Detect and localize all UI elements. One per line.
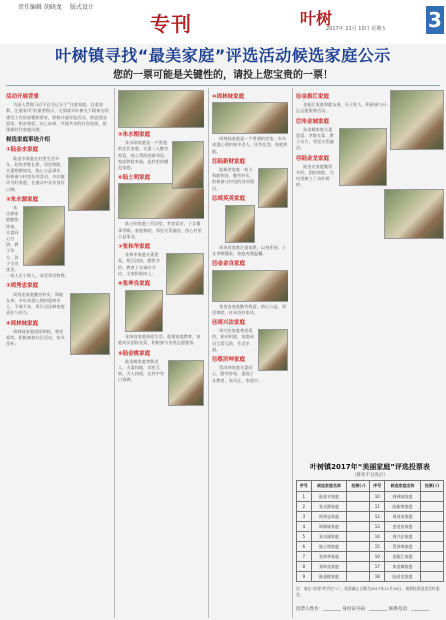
vote-note: 注：请在“投票”栏内打“√”，投票截止日期为2017年11月16日，请将投票表送至村委会。: [296, 586, 440, 597]
family-title: ⑨陆金桃家庭: [118, 350, 151, 357]
table-cell: 17: [370, 562, 385, 572]
vote-checkbox-cell[interactable]: [420, 552, 443, 562]
vote-checkbox-cell[interactable]: [420, 532, 443, 542]
table-cell: 金金良家庭: [385, 522, 421, 532]
table-cell: 8: [297, 562, 312, 572]
column-header: 序号: [370, 481, 385, 492]
table-cell: 朱金城家庭: [385, 562, 421, 572]
column-divider: [208, 88, 209, 618]
vote-table-subtitle: （排名不分先后）: [352, 473, 388, 478]
family-text: 朱水源家庭勤俭持家，夫妻同心打拼，教子有方，孩子学业优异，一家人乐于助人，深受邻里称赞。: [6, 205, 69, 279]
family-photo: [23, 206, 65, 266]
family-photo: [212, 102, 288, 134]
family-text: 周林妹家庭团结和睦，尊老爱幼，积极参加社区活动，家风淳朴。: [6, 328, 65, 347]
issue-date: 2017年 11月 10日 星期五: [326, 26, 387, 32]
table-cell: 陆金龙家庭: [385, 572, 421, 582]
family-photo: [166, 253, 204, 295]
table-cell: 11: [370, 502, 385, 512]
page-header: [0, 0, 446, 44]
family-title: ①陆金水家庭: [6, 147, 39, 154]
vote-table-title: 叶树镇2017年“美丽家庭”评选投票表: [310, 463, 430, 471]
family-text: 蔡济坤家庭夫妻同心，勤劳持家，重视子女教育，家风正、家道兴。: [212, 365, 263, 383]
family-photo: [168, 360, 204, 406]
family-title: ④周林妹家庭: [6, 320, 39, 327]
table-cell: 陆土明家庭: [311, 542, 347, 552]
family-text: 周林妹家庭是一户普通的农家，多年来悉心照料家中老人，任劳任怨，家庭和睦。: [212, 136, 288, 154]
table-cell: 周兴法家庭: [385, 532, 421, 542]
family-photo: [125, 290, 163, 332]
table-cell: 朱水源家庭: [311, 502, 347, 512]
vote-checkbox-cell[interactable]: [347, 502, 370, 512]
table-cell: 18: [370, 572, 385, 582]
family-photo: [68, 157, 110, 211]
family-photo: [339, 128, 387, 186]
intro-text: 为深入贯彻习近平总书记关于“注重家庭、注重家教、注重家风”的重要指示，全面落实叶树关于精神文明建设工作的部署和要求，积极开展评选活动，营造爱国爱家、相亲相爱、向上向善、共建共享的社会氛围，展现新时代家庭风貌。: [6, 102, 109, 133]
table-row: [297, 512, 444, 522]
vote-checkbox-cell[interactable]: [420, 542, 443, 552]
vote-checkbox-cell[interactable]: [347, 512, 370, 522]
family-text: 朱金城家庭夫妻恩爱，孝敬长辈，教子有方，邻里关系融洽。: [296, 126, 334, 151]
page-number: 3: [426, 6, 444, 34]
column-divider: [292, 88, 293, 618]
section-name: 责任编辑 胡晓龙: [18, 4, 62, 11]
table-cell: 4: [297, 522, 312, 532]
family-title: ⑫周英英家庭: [212, 195, 246, 202]
column-header: 候选家庭名称: [311, 481, 347, 492]
family-photo: [258, 329, 288, 371]
article-column-1: [6, 90, 110, 616]
table-row: [297, 542, 444, 552]
family-text: 陆金龙家庭勤俭节约，团结和睦，为村里树立了良好榜样。: [296, 163, 334, 188]
family-title: ②朱水源家庭: [6, 196, 39, 203]
table-row: [297, 492, 444, 502]
editor-line: 版式设计: [70, 4, 95, 11]
family-title: ⑰朱金城家庭: [296, 118, 330, 125]
table-header-row: [297, 481, 444, 492]
vote-checkbox-cell[interactable]: [420, 572, 443, 582]
voter-sign-line: 投票人姓名：________ 身份证号码：________ 联系电话：________: [296, 607, 430, 612]
vote-checkbox-cell[interactable]: [420, 562, 443, 572]
family-photo: [225, 205, 255, 243]
article-column-2: [118, 90, 204, 616]
table-cell: 13: [370, 522, 385, 532]
table-cell: 陆金水家庭: [311, 492, 347, 502]
family-text: 张和华家庭夫妻恩爱，相互扶持，勤俭节约，教育子女诚实守信，全家积极向上。: [118, 252, 160, 276]
table-cell: 周英英家庭: [385, 512, 421, 522]
table-cell: 朱水刚家庭: [311, 532, 347, 542]
family-photo: [118, 90, 204, 128]
table-cell: 16: [370, 552, 385, 562]
column-header: 投票(√): [347, 481, 370, 492]
table-row: [297, 532, 444, 542]
table-cell: 周林妹家庭: [311, 522, 347, 532]
family-text: 周秀忠家庭勤劳朴实，和睦友善，多年来悉心照料患病亲人，不离不弃，用行动诠释家庭责任与担当。: [6, 291, 65, 316]
special-title: 专刊: [150, 12, 192, 36]
column-header: 候选家庭名称: [385, 481, 421, 492]
family-text: 陆金桃家庭孝敬老人，夫妻和睦，邻里互助，为人热情，在村中有口皆碑。: [118, 358, 165, 383]
family-text: 金振江家庭和睦友善，乐于助人，积极参与社区志愿服务活动。: [296, 102, 387, 114]
family-title: ⑤朱水刚家庭: [118, 132, 151, 138]
vote-checkbox-cell[interactable]: [420, 502, 443, 512]
masthead: 叶树: [300, 9, 333, 28]
family-text: 金金良家庭勤劳致富，热心公益，邻里和睦，传承良好家风。: [212, 303, 287, 315]
table-cell: 陆金桃家庭: [311, 572, 347, 582]
vote-checkbox-cell[interactable]: [347, 522, 370, 532]
family-text: 陆新财家庭一家人和睦相处，勤劳朴实，积极参与村里的各项建设。: [212, 167, 254, 191]
table-cell: 张和华家庭: [311, 552, 347, 562]
column-header: 序号: [297, 481, 312, 492]
family-photo: [212, 270, 288, 302]
vote-checkbox-cell[interactable]: [347, 562, 370, 572]
family-title: ③周秀忠家庭: [6, 283, 39, 290]
subheadline: 您的一票可能是关键性的，请投上您宝贵的一票！: [113, 70, 333, 81]
family-title: ⑦张和华家庭: [118, 244, 151, 251]
table-cell: 12: [370, 512, 385, 522]
table-cell: 周林妹家庭: [385, 492, 421, 502]
table-row: [297, 562, 444, 572]
table-cell: 3: [297, 512, 312, 522]
table-cell: 周秀忠家庭: [311, 512, 347, 522]
family-title: ⑪陆新财家庭: [212, 158, 246, 165]
table-cell: 10: [370, 492, 385, 502]
table-cell: 15: [370, 542, 385, 552]
family-title: ⑭周兴法家庭: [212, 320, 246, 327]
family-text: 陆金水家庭在村里生活多年，始终孝敬长辈、邻里和睦，夫妻相敬如宾，热心公益事业，积极参与村里各项活动，多次被评为好家庭，在群众中具有良好口碑。: [6, 155, 65, 192]
family-text: 张坤良家庭热爱生活，重视家庭教育，家庭成员团结友爱，积极参与各类志愿服务。: [118, 334, 201, 346]
table-cell: 陆新财家庭: [385, 502, 421, 512]
column-divider: [114, 88, 115, 618]
article-column-4: [296, 90, 444, 458]
family-title: ⑧张坤良家庭: [118, 281, 151, 288]
divider: [6, 85, 440, 86]
family-text: 周兴法家庭尊老爱幼，相亲相爱，家庭成员互帮互助，生活幸福。: [212, 328, 254, 352]
vote-checkbox-cell[interactable]: [347, 542, 370, 552]
table-cell: 9: [297, 572, 312, 582]
table-cell: 2: [297, 502, 312, 512]
column-header: 投票(√): [420, 481, 443, 492]
table-row: [297, 522, 444, 532]
article-column-3: [212, 90, 288, 616]
family-title: ⑬金金良家庭: [212, 261, 246, 268]
vote-checkbox-cell[interactable]: [347, 572, 370, 582]
table-cell: 1: [297, 492, 312, 502]
vote-checkbox-cell[interactable]: [420, 492, 443, 502]
table-row: [297, 502, 444, 512]
vote-checkbox-cell[interactable]: [420, 512, 443, 522]
family-title: ⑩周林妹家庭: [212, 94, 245, 100]
family-photo: [384, 189, 444, 239]
table-cell: 14: [370, 532, 385, 542]
family-text: 周英英家庭注重家教，以身作则，子女孝顺懂事，家庭充满温馨。: [212, 245, 287, 257]
table-cell: 金振江家庭: [385, 552, 421, 562]
family-text: 朱水刚家庭是一户普通的农民家庭，夫妻二人勤劳致富，热心帮助困难邻居，家庭和睦幸福，是村里的模范家庭。: [118, 140, 169, 171]
table-row: [297, 552, 444, 562]
intro-heading: 活动开展背景: [6, 94, 40, 100]
table-cell: 6: [297, 542, 312, 552]
table-cell: 蔡济坤家庭: [385, 542, 421, 552]
family-photo: [70, 293, 110, 355]
family-text: 陆土明家庭三代同堂，孝老爱亲，子女懂事孝顺，家庭和睦，邻里关系融洽，热心村里公益事业。: [118, 221, 202, 239]
vote-checkbox-cell[interactable]: [420, 522, 443, 532]
family-photo: [390, 90, 444, 150]
table-row: [297, 572, 444, 582]
table-cell: 张坤良家庭: [311, 562, 347, 572]
family-photo: [258, 168, 288, 208]
vote-checkbox-cell[interactable]: [347, 532, 370, 542]
headline: 叶树镇寻找“最美家庭”评选活动候选家庭公示: [55, 46, 391, 65]
table-cell: 5: [297, 532, 312, 542]
list-heading: 候选家庭事迹介绍: [6, 137, 51, 144]
family-title: ⑮蔡济坤家庭: [212, 357, 246, 364]
table-cell: 7: [297, 552, 312, 562]
family-title: ⑯金振江家庭: [296, 94, 330, 100]
vote-table: [296, 480, 444, 582]
family-title: ⑥陆土明家庭: [118, 175, 151, 182]
family-title: ⑱陆金龙家庭: [296, 155, 330, 162]
family-photo: [172, 141, 204, 189]
vote-checkbox-cell[interactable]: [347, 492, 370, 502]
vote-checkbox-cell[interactable]: [347, 552, 370, 562]
